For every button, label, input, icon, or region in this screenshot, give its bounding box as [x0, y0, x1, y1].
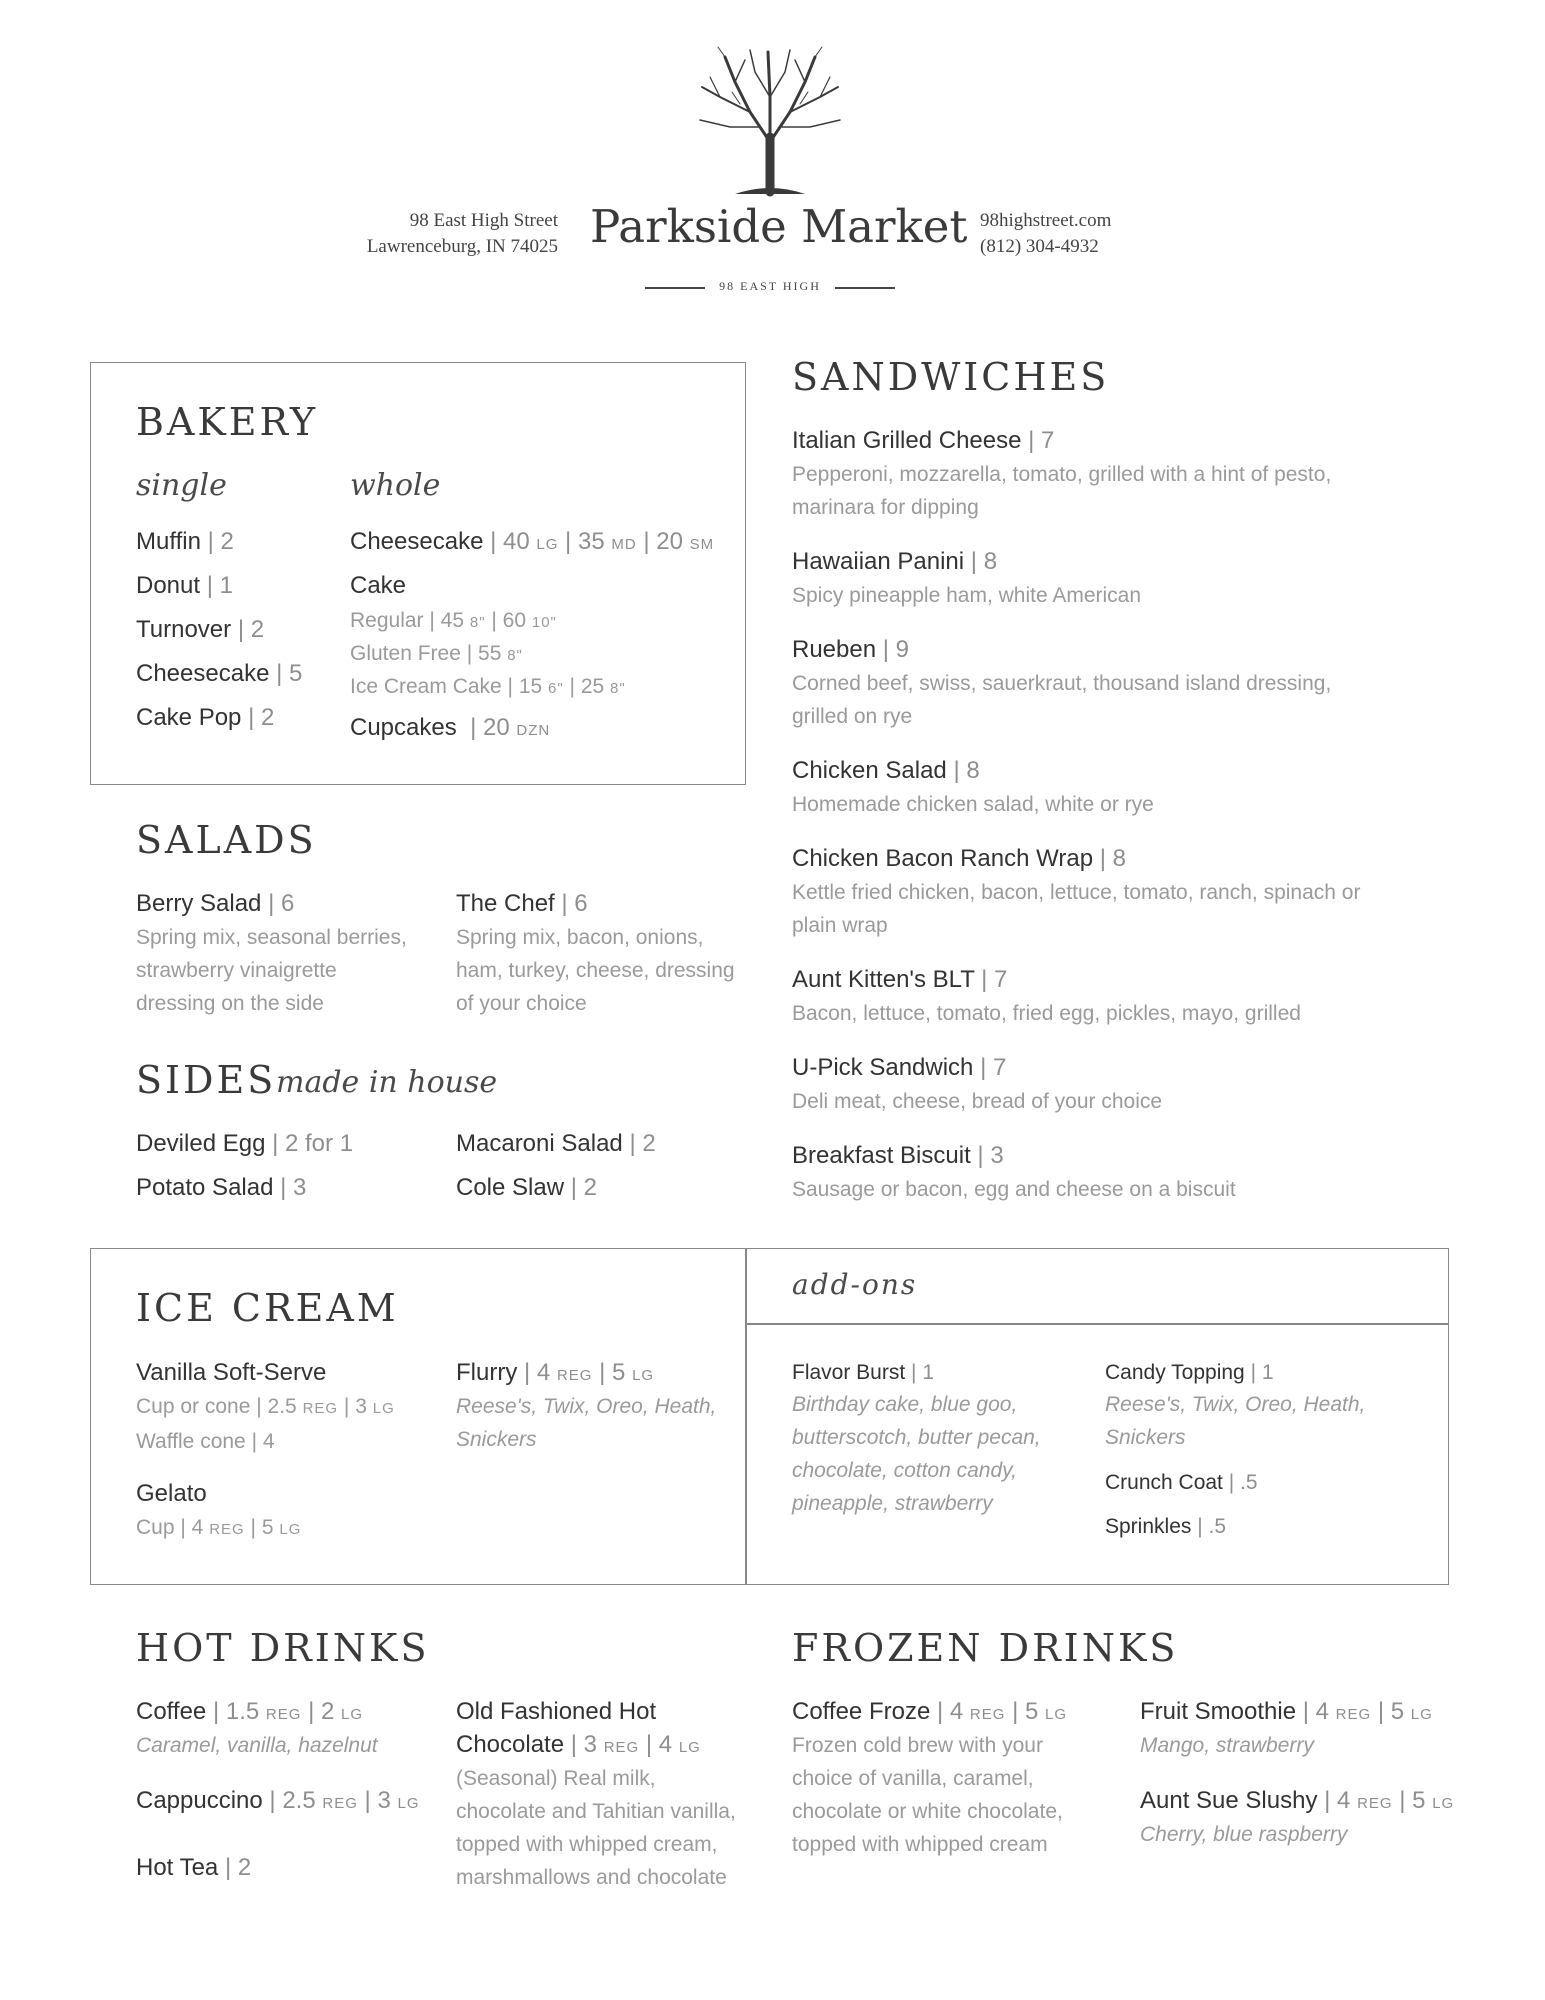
- salads-title: SALADS: [136, 818, 317, 862]
- bakery-single-label: single: [136, 468, 227, 503]
- menu-item-desc: Frozen cold brew with your choice of vanilla, caramel, chocolate or white chocolate, topped with whipped cream: [792, 1734, 1063, 1856]
- sandwiches-title: SANDWICHES: [792, 355, 1110, 399]
- menu-item: Coffee | 1.5 REG | 2 LG: [136, 1698, 364, 1725]
- menu-item: Cappuccino | 2.5 REG | 3 LG: [136, 1787, 420, 1814]
- frozen-drinks-title: FROZEN DRINKS: [792, 1626, 1179, 1670]
- menu-item: Cheesecake | 5: [136, 660, 303, 687]
- menu-item: Hot Tea | 2: [136, 1854, 252, 1881]
- menu-subitem: Regular | 45 8" | 60 10": [350, 609, 557, 632]
- menu-item-desc: Deli meat, cheese, bread of your choice: [792, 1090, 1163, 1113]
- menu-item-desc: Birthday cake, blue goo, butterscotch, butter pecan, chocolate, cotton candy, pineapple, strawberry: [792, 1393, 1041, 1515]
- menu-item: Sprinkles | .5: [1105, 1515, 1227, 1538]
- address-line2: Lawrenceburg, IN 74025: [366, 236, 558, 257]
- menu-item: Berry Salad | 6: [136, 890, 295, 917]
- menu-item: Potato Salad | 3: [136, 1174, 307, 1201]
- menu-item: Cake: [350, 572, 407, 599]
- menu-item-desc: Reese's, Twix, Oreo, Heath, Snickers: [456, 1395, 717, 1451]
- ice-cream-divider: [745, 1248, 747, 1585]
- menu-item: Macaroni Salad | 2: [456, 1130, 656, 1157]
- menu-item: Donut | 1: [136, 572, 233, 599]
- menu-item: Vanilla Soft-Serve: [136, 1359, 327, 1386]
- menu-item: Aunt Kitten's BLT | 7: [792, 966, 1008, 993]
- menu-item: Cake Pop | 2: [136, 704, 275, 731]
- menu-item: Flurry | 4 REG | 5 LG: [456, 1359, 655, 1386]
- ice-cream-title: ICE CREAM: [136, 1286, 399, 1330]
- menu-item: U-Pick Sandwich | 7: [792, 1054, 1007, 1081]
- menu-item-desc: Spring mix, seasonal berries, strawberry vinaigrette dressing on the side: [136, 926, 407, 1015]
- menu-item: Cole Slaw | 2: [456, 1174, 597, 1201]
- menu-item: Crunch Coat | .5: [1105, 1471, 1258, 1494]
- menu-item: Chicken Salad | 8: [792, 757, 980, 784]
- menu-item-desc: Cherry, blue raspberry: [1140, 1823, 1348, 1846]
- menu-item: Deviled Egg | 2 for 1: [136, 1130, 354, 1157]
- phone-number[interactable]: (812) 304-4932: [980, 236, 1099, 257]
- menu-item-desc: Cup | 4 REG | 5 LG: [136, 1516, 302, 1539]
- menu-item-desc: Pepperoni, mozzarella, tomato, grilled with a hint of pesto, marinara for dipping: [792, 463, 1332, 519]
- menu-item-desc: Sausage or bacon, egg and cheese on a biscuit: [792, 1178, 1236, 1201]
- addons-title: add-ons: [792, 1268, 918, 1301]
- menu-item: Chocolate | 3 REG | 4 LG: [456, 1731, 701, 1758]
- logo: [690, 42, 850, 197]
- menu-item: Hawaiian Panini | 8: [792, 548, 998, 575]
- menu-item: Candy Topping | 1: [1105, 1361, 1274, 1384]
- sides-title: SIDES: [136, 1058, 277, 1102]
- addons-divider: [745, 1323, 1449, 1325]
- menu-item-desc: Corned beef, swiss, sauerkraut, thousand island dressing, grilled on rye: [792, 672, 1332, 728]
- bakery-title: BAKERY: [136, 400, 319, 444]
- menu-subitem: Gluten Free | 55 8": [350, 642, 523, 665]
- menu-subitem: Ice Cream Cake | 15 6" | 25 8": [350, 675, 626, 698]
- menu-item: Turnover | 2: [136, 616, 265, 643]
- menu-item-desc: Caramel, vanilla, hazelnut: [136, 1734, 378, 1757]
- menu-item: Old Fashioned Hot: [456, 1698, 657, 1725]
- menu-item: Chicken Bacon Ranch Wrap | 8: [792, 845, 1126, 872]
- address-line1: 98 East High Street: [409, 210, 558, 231]
- menu-item-desc: Spring mix, bacon, onions, ham, turkey, cheese, dressing of your choice: [456, 926, 735, 1015]
- menu-item: Fruit Smoothie | 4 REG | 5 LG: [1140, 1698, 1433, 1725]
- menu-item: Cheesecake | 40 LG | 35 MD | 20 SM: [350, 528, 715, 555]
- hot-drinks-title: HOT DRINKS: [136, 1626, 430, 1670]
- menu-item-desc: Cup or cone | 2.5 REG | 3 LG Waffle cone | 4: [136, 1395, 395, 1453]
- menu-item-desc: Reese's, Twix, Oreo, Heath, Snickers: [1105, 1393, 1366, 1449]
- brand-name: Parkside Market: [590, 200, 968, 253]
- menu-item: Rueben | 9: [792, 636, 910, 663]
- tree-icon: [690, 42, 850, 197]
- bakery-whole-label: whole: [350, 468, 441, 503]
- menu-item: Italian Grilled Cheese | 7: [792, 427, 1055, 454]
- menu-item-desc: Bacon, lettuce, tomato, fried egg, pickles, mayo, grilled: [792, 1002, 1301, 1025]
- menu-item: The Chef | 6: [456, 890, 588, 917]
- menu-item: Muffin | 2: [136, 528, 234, 555]
- menu-item: Gelato: [136, 1480, 207, 1507]
- sides-subtitle: made in house: [276, 1065, 498, 1100]
- menu-item-desc: Homemade chicken salad, white or rye: [792, 793, 1154, 816]
- menu-item: Cupcakes | 20 DZN: [350, 714, 551, 741]
- menu-item-desc: Spicy pineapple ham, white American: [792, 584, 1142, 607]
- website-link[interactable]: 98highstreet.com: [980, 210, 1112, 231]
- menu-item-desc: (Seasonal) Real milk, chocolate and Tahitian vanilla, topped with whipped cream, marshmallows and chocolate: [456, 1767, 736, 1889]
- menu-item: Flavor Burst | 1: [792, 1361, 935, 1384]
- menu-item-desc: Kettle fried chicken, bacon, lettuce, tomato, ranch, spinach or plain wrap: [792, 881, 1361, 937]
- menu-item: Coffee Froze | 4 REG | 5 LG: [792, 1698, 1068, 1725]
- menu-item: Aunt Sue Slushy | 4 REG | 5 LG: [1140, 1787, 1455, 1814]
- menu-item-desc: Mango, strawberry: [1140, 1734, 1314, 1757]
- menu-item: Breakfast Biscuit | 3: [792, 1142, 1004, 1169]
- brand-tagline: 98 EAST HIGH: [719, 279, 821, 293]
